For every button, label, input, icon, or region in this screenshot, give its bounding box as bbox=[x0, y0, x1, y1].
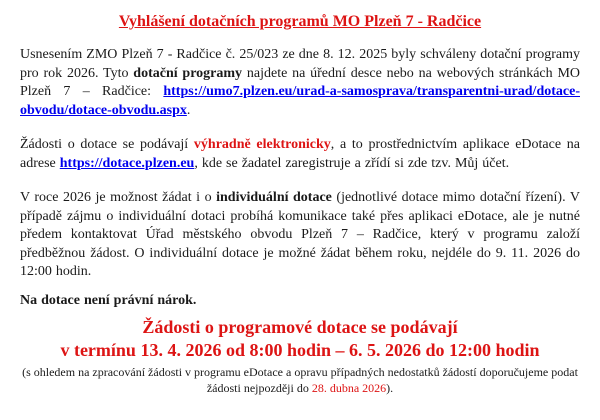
text-run: , kde se žadatel zaregistruje a zřídí si zde tzv. Můj účet. bbox=[194, 155, 510, 171]
text-run: najdete na úřední desce nebo na webových stránkách MO Plzeň 7 – Radčice: bbox=[20, 65, 581, 99]
text-run: ). bbox=[386, 380, 394, 395]
announcement-line-2: v termínu 13. 4. 2026 od 8:00 hodin – 6. 5. 2026 do 12:00 hodin bbox=[60, 340, 540, 360]
text-run: (s ohledem na zpracování žádosti v programu eDotace a opravu případných nedostatků žádostí doporučujeme podat žádosti nejpozději do bbox=[22, 365, 578, 395]
text-run: (jednotlivé dotace mimo dotační řízení). V případě zájmu o individuální dotaci probíhá komunikace také přes aplikaci eDotace, ale je nutné předem kontaktovat Úřad městského obvodu Plzeň 7 – Radčice, který v programu založí předběžnou žádost. O individuální dotace je možné žádat během roku, nejdéle do 9. 11. 2026 do 12:00 hodin. bbox=[20, 190, 580, 279]
text-run: 28. dubna 2026 bbox=[311, 380, 387, 395]
text-run: Žádosti o dotace se podávají bbox=[20, 137, 194, 152]
text-run: výhradně elektronicky bbox=[193, 137, 331, 152]
paragraph-electronic-submission bbox=[20, 136, 580, 173]
announcement-heading bbox=[20, 316, 580, 362]
paragraph-individual-grants bbox=[20, 189, 580, 282]
text-run: individuální dotace bbox=[216, 190, 332, 205]
announcement-note bbox=[20, 365, 580, 396]
paragraph-no-legal-claim bbox=[20, 292, 580, 311]
text-run: Na dotace není právní nárok. bbox=[20, 292, 197, 308]
text-run: dotační programy bbox=[133, 65, 243, 81]
text-run: . bbox=[186, 102, 191, 118]
announcement-line-1: Žádosti o programové dotace se podávají bbox=[142, 317, 458, 337]
text-run: Usnesením ZMO Plzeň 7 - Radčice č. 25/023 ze dne 8. 12. 2025 byly schváleny dotační programy pro rok 2026. Tyto bbox=[20, 47, 580, 81]
paragraph-approval bbox=[20, 46, 580, 120]
page-title: Vyhlášení dotačních programů MO Plzeň 7 - Radčice bbox=[118, 13, 482, 30]
edotace-link[interactable]: https://dotace.plzen.eu bbox=[59, 155, 195, 171]
text-run: , a to prostřednictvím aplikace eDotace na adrese bbox=[20, 137, 580, 171]
umo7-dotace-link[interactable]: https://umo7.plzen.eu/urad-a-samosprava/transparentni-urad/dotace-obvodu/dotace-obvodu.aspx bbox=[20, 84, 580, 118]
text-run: V roce 2026 je možnost žádat i o bbox=[20, 190, 217, 205]
